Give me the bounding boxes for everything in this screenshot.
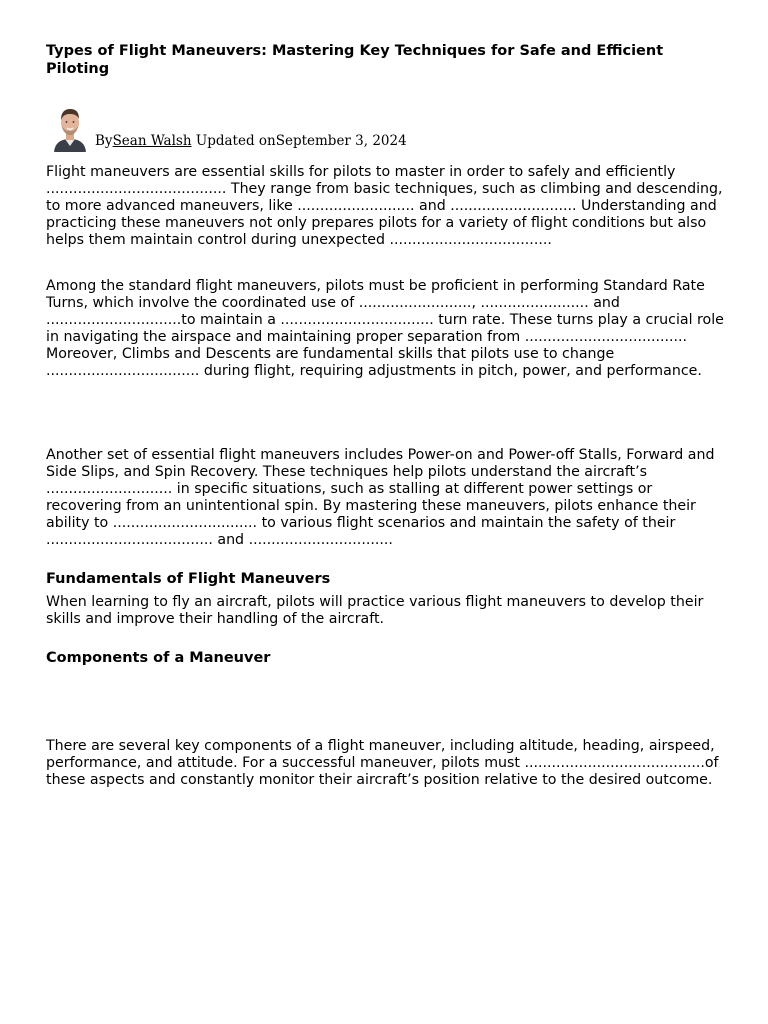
paragraph-fundamentals: When learning to fly an aircraft, pilots will practice various flight maneuvers to develop their skills and improve their handling of the aircraft. xyxy=(46,594,704,627)
author-link[interactable]: Sean Walsh xyxy=(112,133,192,149)
heading-fundamentals: Fundamentals of Flight Maneuvers xyxy=(46,571,331,587)
paragraph-standard-maneuvers: Among the standard flight maneuvers, pilots must be proficient in performing Standard Rate Turns, which involve the coordinated use of ........................., ........................ and ..............................to maintain a .................................. turn rate. These turns play a crucial role in navigating the airspace and maintaining proper separation from .................................... Moreover, Climbs and Descents are fundamental skills that pilots use to change .................................. during flight, requiring adjustments in pitch, power, and performance. xyxy=(46,278,724,379)
byline-updated-label: Updated on xyxy=(191,133,276,149)
heading-components: Components of a Maneuver xyxy=(46,650,271,666)
byline-text xyxy=(95,133,407,149)
byline-by: By xyxy=(95,133,113,149)
article-title: Types of Flight Maneuvers: Mastering Key Techniques for Safe and Efficient Piloting xyxy=(46,43,664,77)
author-avatar[interactable] xyxy=(52,104,88,152)
paragraph-intro: Flight maneuvers are essential skills for pilots to master in order to safely and efficiently ........................................ They range from basic techniques, such as climbing and descending, to more advanced maneuvers, like .......................... and ............................ Understanding and practicing these maneuvers not only prepares pilots for a variety of flight conditions but also helps them maintain control during unexpected .................................... xyxy=(46,164,723,248)
author-photo-icon xyxy=(52,104,88,152)
paragraph-essential-maneuvers: Another set of essential flight maneuvers includes Power-on and Power-off Stalls, Forward and Side Slips, and Spin Recovery. These techniques help pilots understand the aircraft’s ............................ in specific situations, such as stalling at different power settings or recovering from an unintentional spin. By mastering these maneuvers, pilots enhance their ability to ................................ to various flight scenarios and maintain the safety of their ..................................... and ................................ xyxy=(46,447,715,548)
article xyxy=(46,42,724,789)
byline xyxy=(46,104,724,152)
paragraph-components: There are several key components of a flight maneuver, including altitude, heading, airspeed, performance, and attitude. For a successful maneuver, pilots must ........................................of these aspects and constantly monitor their aircraft’s position relative to the desired outcome. xyxy=(46,738,719,788)
byline-date: September 3, 2024 xyxy=(275,133,407,149)
